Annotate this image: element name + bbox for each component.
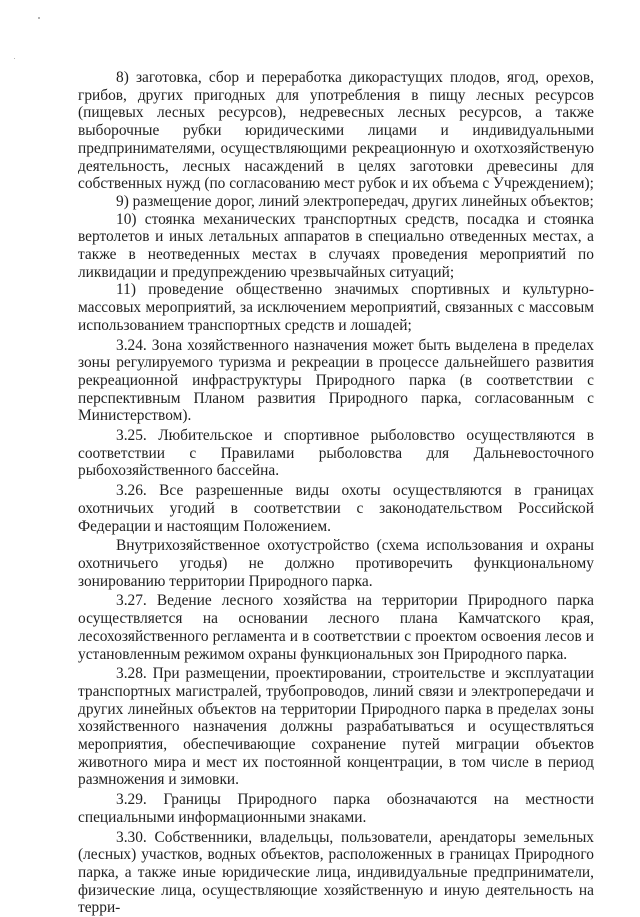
scan-speck: [14, 58, 15, 59]
paragraph-hunting-arrangement: Внутрихозяйственное охотустройство (схема использования и охраны охотничьего угодья) не должно противоречить функциональному зонированию территории Природного парка.: [78, 537, 594, 590]
paragraph-3-25: 3.25. Любительское и спортивное рыболовство осуществляются в соответствии с Правилами рыболовства для Дальневосточного рыбохозяйственного бассейна.: [78, 427, 594, 480]
paragraph-item-10: 10) стоянка механических транспортных средств, посадка и стоянка вертолетов и иных летальных аппаратов в специально отведенных местах, а также в неотведенных местах в случаях проведения мероприятий по ликвидации и предупреждению чрезвычайных ситуаций;: [78, 210, 594, 281]
paragraph-3-26: 3.26. Все разрешенные виды охоты осуществляются в границах охотничьих угодий в соответствии с законодательством Российской Федерации и настоящим Положением.: [78, 482, 594, 535]
paragraph-item-9: 9) размещение дорог, линий электропередач, других линейных объектов;: [116, 192, 594, 210]
paragraph-3-27: 3.27. Ведение лесного хозяйства на территории Природного парка осуществляется на основании лесного плана Камчатского края, лесохозяйственного регламента и в соответствии с проектом освоения лесов и установленным режимом охраны функциональных зон Природного парка.: [78, 592, 594, 663]
paragraph-3-29: 3.29. Границы Природного парка обозначаются на местности специальными информационными знаками.: [78, 791, 594, 826]
paragraph-item-11: 11) проведение общественно значимых спортивных и культурно-массовых мероприятий, за исключением мероприятий, связанных с массовым использованием транспортных средств и лошадей;: [78, 281, 594, 334]
paragraph-3-24: 3.24. Зона хозяйственного назначения может быть выделена в пределах зоны регулируемого туризма и рекреации в процессе дальнейшего развития рекреационной инфраструктуры Природного парка (в соответствии с перспективным Планом развития Природного парка, согласованным с Министерством).: [78, 336, 594, 425]
paragraph-3-28: 3.28. При размещении, проектировании, строительстве и эксплуатации транспортных магистралей, трубопроводов, линий связи и электропередачи и других линейных объектов на территории Природного парка в пределах зоны хозяйственного назначения должны разрабатываться и осуществляться мероприятия, обеспечивающие сохранение путей миграции объектов животного мира и мест их постоянной концентрации, в том числе в период размножения и зимовки.: [78, 665, 594, 789]
paragraph-item-8: 8) заготовка, сбор и переработка дикорастущих плодов, ягод, орехов, грибов, других пригодных для употребления в пищу лесных ресурсов (пищевых лесных ресурсов), недревесных лесных ресурсов, а также выборочные рубки юридическими лицами и индивидуальными предпринимателями, осуществляющими рекреационную и охотхозяйственую деятельность, лесных насаждений в целях заготовки древесины для собственных нужд (по согласованию мест рубок и их объема с Учреждением);: [78, 69, 594, 193]
document-body: [78, 69, 594, 917]
paragraph-3-30: 3.30. Собственники, владельцы, пользователи, арендаторы земельных (лесных) участков, водных объектов, расположенных в границах Природного парка, а также иные юридические лица, индивидуальные предприниматели, физические лица, осуществляющие хозяйственную и иную деятельность на терри-: [78, 828, 594, 917]
scan-speck: [38, 17, 40, 19]
